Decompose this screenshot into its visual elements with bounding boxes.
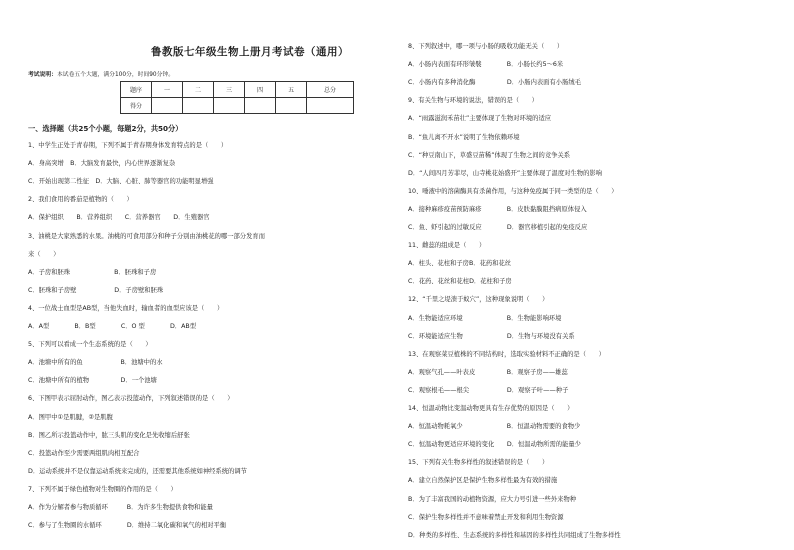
score-table-header-cell: 一 <box>152 82 183 98</box>
score-table-header-cell: 五 <box>276 82 307 98</box>
question-stem: 15、下列有关生物多样性的叙述错误的是（ ） <box>408 459 549 467</box>
answer-option: B．“鱼儿离不开水”说明了生物依赖环境 <box>408 133 520 141</box>
question-stem: 14、恒温动物比变温动物更具有生存优势的原因是（ ） <box>408 405 574 412</box>
answer-option: C．恒温动物更适应环境的变化 D．恒温动物所需的能量少 <box>408 441 581 449</box>
answer-option: D．运动系统并不是仅靠运动系统来完成的，还需要其他系统如神经系统的调节 <box>28 467 247 475</box>
score-cell[interactable] <box>276 98 307 114</box>
question-stem: 11、雌蕊的组成是（ ） <box>408 242 486 250</box>
score-table-score-row <box>121 98 354 114</box>
score-table-header-cell: 总分 <box>307 82 354 98</box>
section-title: 一、选择题（共25个小题，每题2分，共50分） <box>28 124 183 133</box>
score-table-row-label: 得分 <box>121 98 152 114</box>
score-cell[interactable] <box>183 98 214 114</box>
question-stem: 12、“千里之堤溃于蚁穴”，这种现象说明（ ） <box>408 296 549 304</box>
exam-instructions <box>28 69 174 78</box>
answer-option: A．保护组织 B．营养组织 C．营养器官 D．生殖器官 <box>28 214 210 222</box>
score-table-header-cell: 题序 <box>121 82 152 98</box>
answer-option: D．种类的多样性、生态系统的多样性和基因的多样性共同组成了生物多样性 <box>408 531 621 539</box>
answer-option: C．鱼、虾引起的过敏反应 D．器官移植引起的免疫反应 <box>408 224 588 231</box>
answer-option: C．投篮动作至少需要两组肌肉相互配合 <box>28 449 140 457</box>
answer-option: B．图乙所示投篮动作中，肱三头肌的变化是先收缩后舒张 <box>28 431 190 439</box>
answer-option: A．身高突增 B．大脑发育最快，内心世界逐渐复杂 <box>28 160 176 168</box>
answer-option: C．小肠内有多种消化酶 D．小肠内表面有小肠绒毛 <box>408 79 581 87</box>
score-cell[interactable] <box>245 98 276 114</box>
question-stem: 1、中学生正处于青春期，下列不属于青春期身体发育特点的是（ ） <box>28 142 228 149</box>
score-table <box>120 81 354 114</box>
answer-option: C．池塘中所有的植物 D．一个池塘 <box>28 377 157 385</box>
score-table-header-cell: 三 <box>214 82 245 98</box>
answer-option: C．花药、花丝和花柱D．花柱和子房 <box>408 278 512 286</box>
question-stem: 5、下列可以看成一个生态系统的是（ ） <box>28 341 152 349</box>
answer-option: A．柱头、花柱和子房B．花药和花丝 <box>408 260 512 268</box>
answer-option: C．保护生物多样性并不意味着禁止开发和利用生物资源 <box>408 513 564 521</box>
exam-title: 鲁教版七年级生物上册月考试卷（通用） <box>151 46 349 58</box>
answer-option: C．观察根毛——根尖 D．观察子叶——种子 <box>408 386 569 394</box>
question-stem: 3、油桃是大家熟悉的水果。油桃的可食用部分和种子分别由油桃花的哪一部分发育而 <box>28 232 265 240</box>
answer-option: C．开始出现第二性征 D．大脑、心脏、肺等器官的功能明显增强 <box>28 178 214 186</box>
answer-option: A．图甲中①是肌腱，②是肌腹 <box>28 413 113 421</box>
score-cell[interactable] <box>152 98 183 114</box>
answer-option: A．子房和胚珠 B．胚珠和子房 <box>28 268 157 276</box>
score-table-header-row <box>121 82 354 98</box>
question-stem: 6、下图甲表示屈肘动作，图乙表示投篮动作，下列叙述错误的是（ ） <box>28 395 234 403</box>
instructions-label: 考试说明： <box>28 72 57 78</box>
answer-option: A．“雨露滋润禾苗壮”主要体现了生物对环境的适应 <box>408 115 552 123</box>
answer-option: A．恒温动物耗氧少 B．恒温动物需要的食物少 <box>408 423 581 431</box>
answer-option: A．作为分解者参与物质循环 B．为许多生物提供食物和能量 <box>28 504 213 511</box>
answer-option: 来（ ） <box>28 250 60 258</box>
answer-option: A．接种麻疹疫苗预防麻疹 B．皮肤黏膜阻挡病原体侵入 <box>408 205 587 213</box>
instructions-text: 本试卷五个大题，满分100分，时间90分钟。 <box>57 72 174 78</box>
answer-option: A．A型 B．B型 C．O 型 D．AB型 <box>28 323 197 330</box>
answer-option: C．参与了生物圈的水循环 D．维持二氧化碳和氧气的相对平衡 <box>28 522 227 530</box>
score-table-header-cell: 四 <box>245 82 276 98</box>
score-cell[interactable] <box>307 98 354 114</box>
question-stem: 8、下列叙述中，哪一项与小肠的吸收功能无关（ ） <box>408 43 564 50</box>
answer-option: C．“种豆南山下，草盛豆苗稀”体现了生物之间的竞争关系 <box>408 151 571 159</box>
score-cell[interactable] <box>214 98 245 114</box>
question-stem: 2、我们食用的番茄是植物的（ ） <box>28 196 133 204</box>
question-stem: 10、唾液中的溶菌酶具有杀菌作用，与这种免疫属于同一类型的是（ ） <box>408 187 618 195</box>
question-stem: 7、下列不属于绿色植物对生物圈的作用的是（ ） <box>28 485 177 493</box>
answer-option: C．胚珠和子房壁 D．子房壁和胚珠 <box>28 286 164 294</box>
question-stem: 9、有关生物与环境的说法，错误的是（ ） <box>408 97 538 105</box>
answer-option: A．观察气孔——叶表皮 B．观察子房——雄蕊 <box>408 368 568 376</box>
answer-option: B．为了丰富我国的动植物资源，应大力号引进一些外来物种 <box>408 495 577 503</box>
question-stem: 4、一位战士血型是AB型，当他失血时，输血者的血型应该是（ ） <box>28 304 224 312</box>
answer-option: A．建立自然保护区是保护生物多样性最为有效的措施 <box>408 477 558 485</box>
answer-option: A．生物能适应环境 B．生物能影响环境 <box>408 314 562 322</box>
answer-option: D．“人间四月芳菲尽，山寺桃花始盛开”主要体现了温度对生物的影响 <box>408 169 602 177</box>
answer-option: C．环境能适应生物 D．生物与环境没有关系 <box>408 332 575 340</box>
score-table-header-cell: 二 <box>183 82 214 98</box>
answer-option: A．小肠内表面有环形皱襞 B．小肠长约5～6米 <box>408 61 564 69</box>
question-stem: 13、在观察菜豆植株的不同结构时，选取实验材料不正确的是（ ） <box>408 350 605 358</box>
answer-option: A．池塘中所有的鱼 B．池塘中的水 <box>28 359 163 367</box>
